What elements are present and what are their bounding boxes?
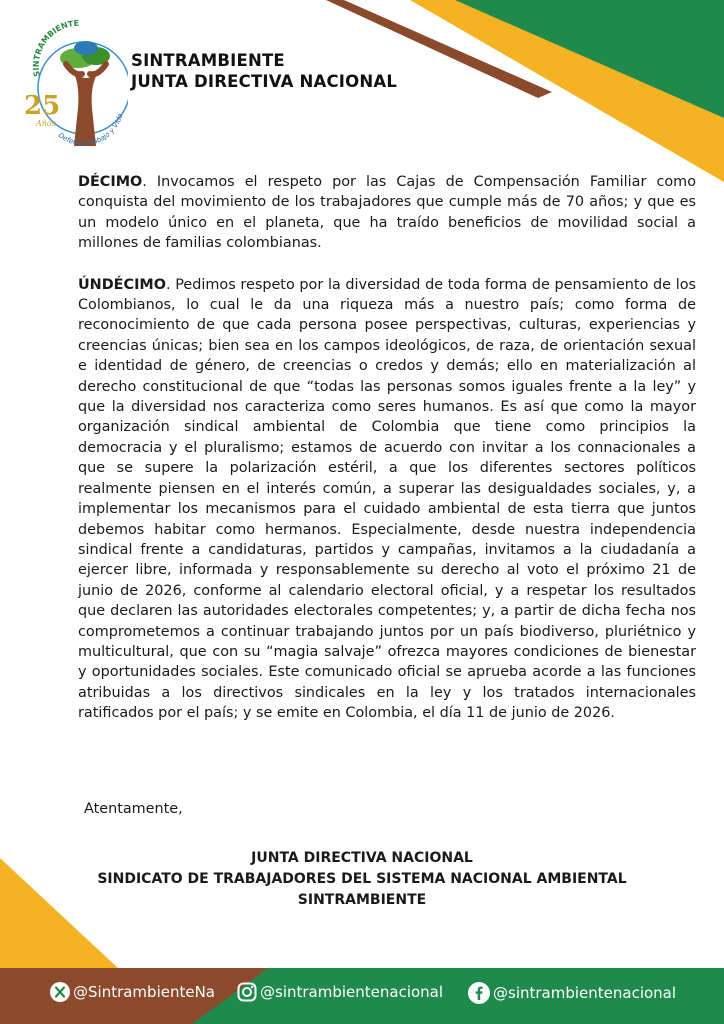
sintrambiente-logo — [22, 18, 128, 156]
paragraph-label: ÚNDÉCIMO — [78, 276, 166, 293]
paragraph-decimo — [78, 172, 696, 254]
signature-line: SINTRAMBIENTE — [297, 892, 427, 908]
paragraph-undecimo — [78, 275, 696, 724]
instagram-handle: @sintrambientenacional — [260, 983, 444, 1001]
x-handle: @SintrambienteNa — [73, 983, 215, 1001]
x-logo-icon — [50, 982, 70, 1002]
instagram-handle-link[interactable] — [237, 982, 443, 1002]
paragraph-text: . Invocamos el respeto por las Cajas de Compensación Familiar como conquista del movimiento de los trabajadores que cumple más de 70 años; y que es un modelo único en el planeta, que ha traído beneficios de movilidad social a millones de familias colombianas. — [78, 174, 696, 252]
logo-top-text: SINTRAMBIENTE — [31, 18, 80, 78]
logo-years-word: Años — [36, 119, 56, 128]
header-subtitle: JUNTA DIRECTIVA NACIONAL — [131, 72, 398, 91]
org-name: SINTRAMBIENTE — [131, 51, 285, 70]
signature-block — [0, 848, 724, 911]
social-footer — [0, 978, 724, 1008]
facebook-handle: @sintrambientenacional — [493, 984, 677, 1002]
signature-line: JUNTA DIRECTIVA NACIONAL — [251, 850, 473, 866]
logo-leaf — [74, 41, 98, 55]
letterhead — [131, 50, 397, 92]
logo-motto: Defensa,Trabajo y Vida — [56, 112, 125, 148]
instagram-icon — [237, 982, 257, 1002]
paragraph-text: . Pedimos respeto por la diversidad de toda forma de pensamiento de los Colombianos, lo cual le da una riqueza más a nuestro país; como forma de reconocimiento de que cada persona posee perspectivas, culturas, experiencias y creencias únicas; bien sea en los campos ideológicos, de raza, de orientación sexual e identidad de género, de creencias o credos y demás; ello en materialización al derecho constitucional de que “todas las personas somos iguales frente a la ley” y que la diversidad nos caracteriza como seres humanos. Es así que como la mayor organización sindical ambiental de Colombia que tiene como principios la democracia y el pluralismo; estamos de acuerdo con invitar a los connacionales a que se supere la polarización estéril, a que los diferentes sectores políticos realmente piensen en el interés común, a superar las desigualdades sociales, y, a implementar los mecanismos para el cuidado ambiental de esta tierra que juntos debemos habitar como hermanos. Especialmente, desde nuestra independencia sindical frente a candidaturas, partidos y campañas, invitamos a la ciudadanía a ejercer libre, informada y responsablemente su derecho al voto el próximo 21 de junio de 2026, conforme al calendario electoral oficial, y a respetar los resultados que declaren las autoridades electorales competentes; y, a partir de dicha fecha nos comprometemos a continuar trabajando juntos por un país biodiverso, pluriétnico y multicultural, que con su “magia salvaje” ofrezca mayores condiciones de bienestar y oportunidades sociales. Este comunicado oficial se aprueba acorde a las funciones atribuidas a los directivos sindicales en la ley y los tratados internacionales ratificados por el país; y se emite en Colombia, el día 11 de junio de 2026. — [78, 276, 696, 722]
closing-salutation: Atentamente, — [84, 801, 183, 817]
paragraph-label: DÉCIMO — [78, 174, 143, 190]
facebook-handle-link[interactable] — [468, 982, 676, 1004]
facebook-icon — [468, 982, 490, 1004]
signature-line: SINDICATO DE TRABAJADORES DEL SISTEMA NACIONAL AMBIENTAL — [97, 871, 627, 887]
logo-years-number: 25 — [24, 91, 61, 121]
x-handle-link[interactable] — [50, 982, 215, 1002]
document-body — [78, 172, 696, 745]
logo-trunk — [72, 70, 100, 146]
